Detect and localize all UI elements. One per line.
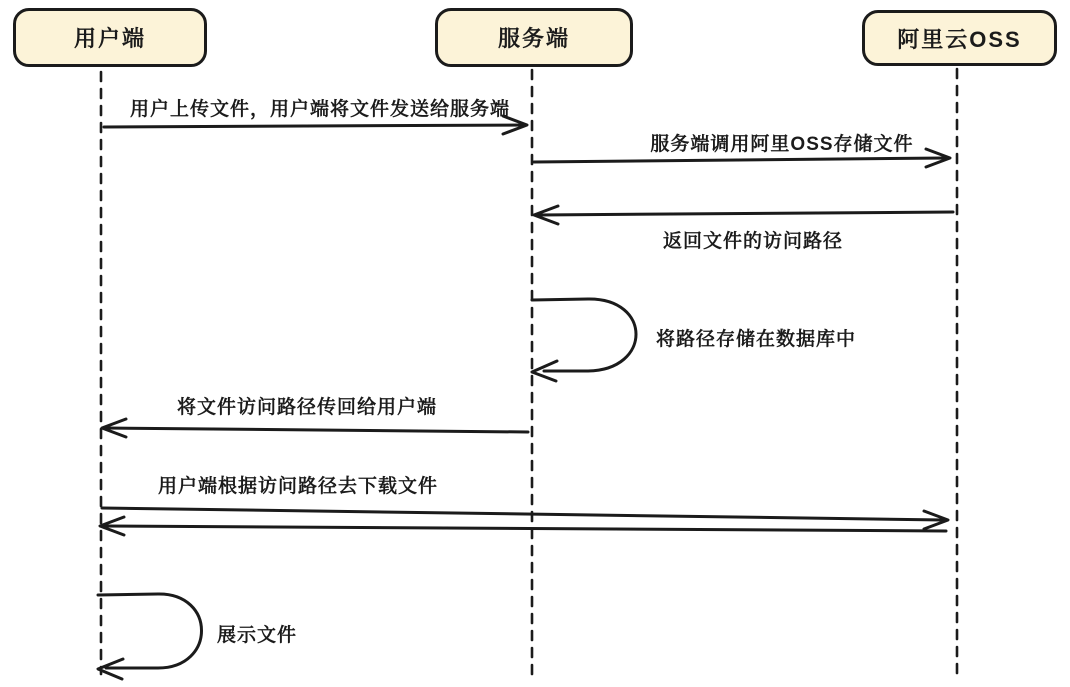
- actor-box-oss: [862, 10, 1057, 66]
- message-label-return-path: 返回文件的访问路径: [662, 231, 844, 252]
- self-loop-client: [98, 594, 202, 668]
- arrow-return-path: [538, 212, 953, 215]
- self-loop-server: [532, 299, 636, 371]
- message-label-store-oss: 服务端调用阿里OSS存储文件: [650, 134, 914, 155]
- arrow-download-request: [102, 508, 944, 520]
- message-label-show-file: 展示文件: [217, 625, 298, 646]
- actor-label-client: 用户端: [73, 26, 146, 51]
- message-label-store-db: 将路径存储在数据库中: [656, 329, 857, 350]
- arrow-store-to-oss: [534, 158, 946, 162]
- actor-label-server: 服务端: [497, 26, 570, 51]
- actor-box-client: [13, 8, 207, 67]
- message-label-upload: 用户上传文件，用户端将文件发送给服务端: [129, 99, 511, 120]
- message-label-path-to-client: 将文件访问路径传回给用户端: [176, 397, 438, 418]
- actor-box-server: [435, 8, 633, 67]
- actor-label-oss: 阿里云OSS: [897, 26, 1022, 52]
- arrow-download-response: [104, 526, 946, 531]
- arrow-upload-file: [104, 125, 524, 127]
- message-label-download: 用户端根据访问路径去下载文件: [157, 476, 439, 497]
- arrow-path-to-client: [106, 428, 528, 432]
